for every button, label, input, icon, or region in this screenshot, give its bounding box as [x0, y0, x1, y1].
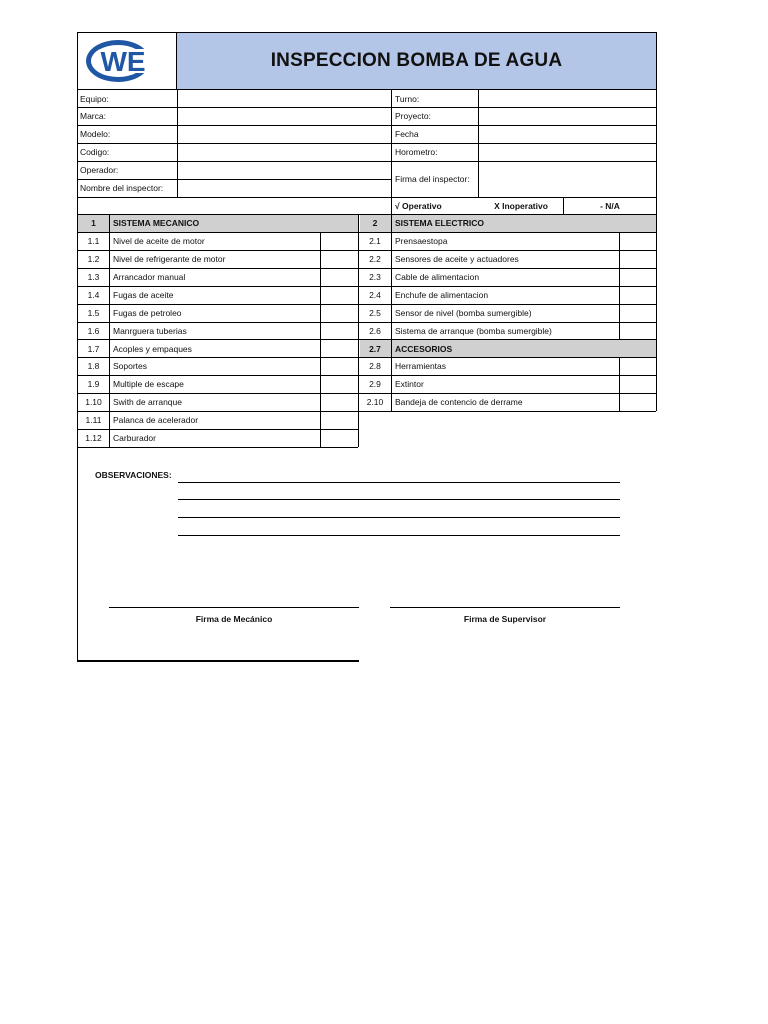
legend-inoperativo: X Inoperativo — [494, 200, 548, 211]
horometro-field[interactable] — [479, 144, 656, 161]
logo-text: WE — [100, 46, 146, 77]
fecha-field[interactable] — [479, 126, 656, 143]
item-label: Extintor — [395, 379, 424, 390]
item-number: 2.1 — [369, 236, 381, 247]
firma-supervisor-label: Firma de Supervisor — [463, 613, 547, 624]
item-label: Sensor de nivel (bomba sumergible) — [395, 307, 532, 318]
item-label: Soportes — [113, 361, 148, 372]
status-check-box[interactable] — [620, 305, 656, 322]
status-check-box[interactable] — [620, 394, 656, 411]
section1-num: 1 — [91, 218, 96, 229]
marca-field[interactable] — [178, 108, 391, 125]
item-number: 1.3 — [87, 271, 100, 282]
item-label: Multiple de escape — [113, 379, 184, 390]
item-label: Palanca de acelerador — [113, 415, 199, 426]
observaciones-line-1[interactable] — [178, 482, 620, 483]
label-firma-inspector: Firma del inspector: — [395, 174, 470, 185]
item-number: 1.6 — [87, 325, 100, 336]
label-horometro: Horometro: — [395, 147, 438, 158]
item-number: 2.10 — [366, 397, 384, 408]
item-number: 1.10 — [85, 397, 102, 408]
label-fecha: Fecha — [395, 129, 419, 140]
item-label: Cable de alimentacion — [395, 271, 480, 282]
status-check-box[interactable] — [321, 376, 358, 393]
status-check-box[interactable] — [620, 323, 656, 340]
label-equipo: Equipo: — [80, 94, 109, 105]
observaciones-line-3[interactable] — [178, 517, 620, 518]
item-number: 1.1 — [87, 236, 100, 247]
status-check-box[interactable] — [620, 376, 656, 393]
section1-title: SISTEMA MECANICO — [113, 218, 200, 229]
status-check-box[interactable] — [321, 340, 358, 357]
label-codigo: Codigo: — [80, 147, 110, 158]
status-check-box[interactable] — [321, 358, 358, 375]
item-label: Prensaestopa — [395, 236, 448, 247]
status-check-box[interactable] — [321, 430, 358, 447]
turno-field[interactable] — [479, 91, 656, 107]
item-number: 2.4 — [369, 289, 381, 300]
item-label: Manrguera tuberias — [113, 325, 187, 336]
observaciones-label: OBSERVACIONES: — [95, 469, 172, 480]
item-label: Fugas de aceite — [113, 289, 174, 300]
label-operador: Operador: — [80, 165, 119, 176]
status-check-box[interactable] — [620, 287, 656, 304]
item-label: Fugas de petroleo — [113, 307, 182, 318]
item-label: Enchufe de alimentacion — [395, 289, 489, 300]
modelo-field[interactable] — [178, 126, 391, 143]
item-number: 1.2 — [87, 254, 100, 265]
status-check-box[interactable] — [620, 251, 656, 268]
operador-field[interactable] — [178, 162, 391, 179]
label-marca: Marca: — [80, 111, 106, 122]
label-inspector: Nombre del inspector: — [80, 183, 164, 194]
item-number: 2.7 — [369, 343, 381, 354]
label-proyecto: Proyecto: — [395, 111, 431, 122]
legend-operativo: √ Operativo — [395, 200, 442, 211]
item-label: Sistema de arranque (bomba sumergible) — [395, 325, 552, 336]
item-label: Bandeja de contencio de derrame — [395, 397, 523, 408]
item-number: 1.5 — [87, 307, 100, 318]
label-turno: Turno: — [395, 94, 420, 105]
status-check-box[interactable] — [620, 358, 656, 375]
subsection-title: ACCESORIOS — [395, 343, 453, 354]
proyecto-field[interactable] — [479, 108, 656, 125]
item-label: Arrancador manual — [113, 271, 186, 282]
item-number: 2.9 — [369, 379, 381, 390]
item-number: 2.2 — [369, 254, 381, 265]
firma-mecanico-label: Firma de Mecánico — [195, 613, 273, 624]
inspector-field[interactable] — [178, 180, 391, 197]
item-number: 1.4 — [87, 289, 100, 300]
label-modelo: Modelo: — [80, 129, 111, 140]
item-number: 1.11 — [85, 415, 102, 426]
item-label: Sensores de aceite y actuadores — [395, 254, 519, 265]
firma-mecanico-line[interactable] — [109, 607, 359, 608]
observaciones-line-2[interactable] — [178, 499, 620, 500]
firma-inspector-field[interactable] — [479, 162, 656, 197]
section2-num: 2 — [372, 218, 378, 229]
item-number: 1.9 — [87, 379, 100, 390]
legend-na: - N/A — [600, 200, 620, 211]
firma-supervisor-line[interactable] — [390, 607, 620, 608]
page-title: INSPECCION BOMBA DE AGUA — [177, 32, 657, 90]
status-check-box[interactable] — [321, 412, 358, 429]
item-number: 2.5 — [369, 307, 381, 318]
item-label: Herramientas — [395, 361, 447, 372]
status-check-box[interactable] — [321, 269, 358, 286]
we-logo-icon — [78, 33, 176, 89]
status-check-box[interactable] — [321, 287, 358, 304]
item-label: Nivel de aceite de motor — [113, 236, 205, 247]
status-check-box[interactable] — [321, 394, 358, 411]
status-check-box[interactable] — [321, 251, 358, 268]
section2-title: SISTEMA ELECTRICO — [395, 218, 484, 229]
status-check-box[interactable] — [620, 233, 656, 250]
observaciones-line-4[interactable] — [178, 535, 620, 536]
item-label: Nivel de refrigerante de motor — [113, 254, 226, 265]
item-number: 2.3 — [369, 271, 381, 282]
item-number: 1.12 — [85, 433, 102, 444]
item-number: 2.8 — [369, 361, 381, 372]
inspection-sheet — [77, 32, 657, 662]
status-check-box[interactable] — [321, 233, 358, 250]
item-label: Acoples y empaques — [113, 343, 192, 354]
codigo-field[interactable] — [178, 144, 391, 161]
item-label: Carburador — [113, 433, 156, 444]
item-label: Swith de arranque — [113, 397, 182, 408]
status-check-box[interactable] — [321, 305, 358, 322]
company-logo — [77, 32, 177, 90]
item-number: 2.6 — [369, 325, 381, 336]
item-number: 1.7 — [87, 343, 100, 354]
equipo-field[interactable] — [178, 91, 391, 107]
status-check-box[interactable] — [620, 269, 656, 286]
item-number: 1.8 — [87, 361, 100, 372]
status-check-box[interactable] — [321, 323, 358, 340]
